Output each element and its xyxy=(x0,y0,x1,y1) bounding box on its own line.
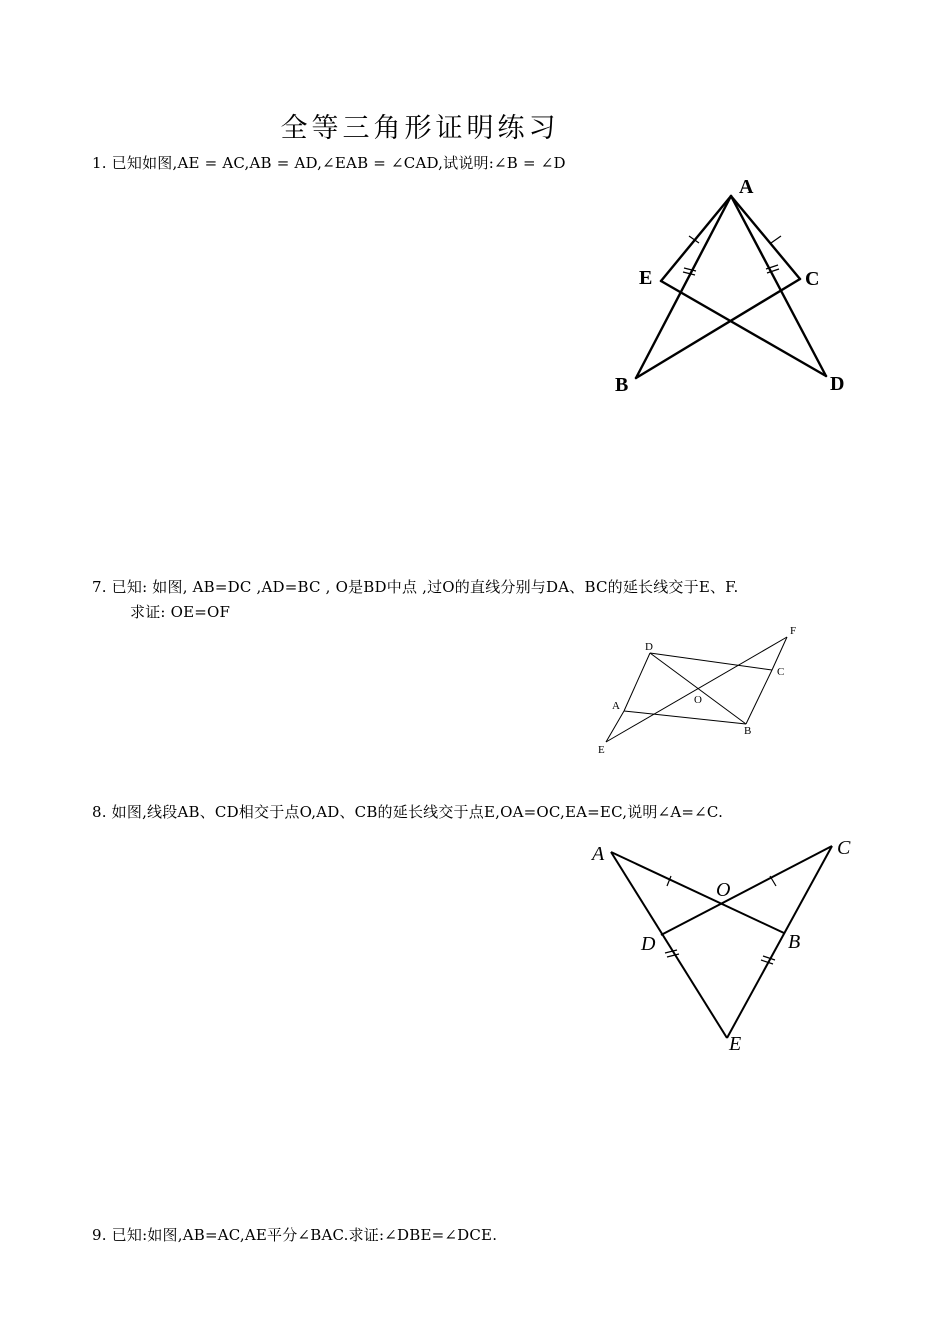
label-o: O xyxy=(694,694,702,706)
label-c: C xyxy=(805,268,820,290)
label-e: E xyxy=(729,1033,742,1055)
label-b: B xyxy=(744,725,752,737)
segment-cd xyxy=(661,846,832,935)
segment-cb xyxy=(746,670,772,724)
label-c: C xyxy=(837,837,851,859)
problem-7-text-2: 求证: OE=OF xyxy=(130,603,231,621)
label-a: A xyxy=(612,700,620,712)
label-e: E xyxy=(639,267,653,289)
label-c: C xyxy=(777,666,785,678)
segment-da xyxy=(624,653,650,711)
problem-1-figure xyxy=(600,170,880,410)
label-f: F xyxy=(790,625,797,637)
label-o: O xyxy=(716,879,731,901)
segment-ac xyxy=(731,196,800,279)
problem-8-text: 8. 如图,线段AB、CD相交于点O,AD、CB的延长线交于点E,OA=OC,EA=EC,说明∠A=∠C. xyxy=(92,803,724,821)
label-b: B xyxy=(615,374,629,396)
label-d: D xyxy=(641,933,656,955)
label-d: D xyxy=(645,641,653,653)
segment-ce xyxy=(727,846,832,1038)
segment-ae xyxy=(661,196,731,281)
problem-8-figure xyxy=(585,830,865,1060)
segment-ab xyxy=(624,711,746,724)
page-title: 全等三角形证明练习 xyxy=(280,113,560,144)
segment-dc xyxy=(650,653,772,670)
label-a: A xyxy=(592,843,605,865)
problem-9-text: 9. 已知:如图,AB=AC,AE平分∠BAC.求证:∠DBE=∠DCE. xyxy=(92,1226,498,1244)
problem-7-figure xyxy=(590,620,820,760)
label-e: E xyxy=(598,744,605,756)
problem-1-text: 1. 已知如图,AE = AC,AB = AD,∠EAB = ∠CAD,试说明:∠B = ∠D xyxy=(92,154,566,172)
tick-marks xyxy=(683,236,781,275)
problem-7-text: 7. 已知: 如图, AB=DC ,AD=BC , O是BD中点 ,过O的直线分别与DA、BC的延长线交于E、F. xyxy=(92,578,739,596)
label-a: A xyxy=(739,176,754,198)
label-d: D xyxy=(830,373,845,395)
label-b: B xyxy=(788,931,801,953)
